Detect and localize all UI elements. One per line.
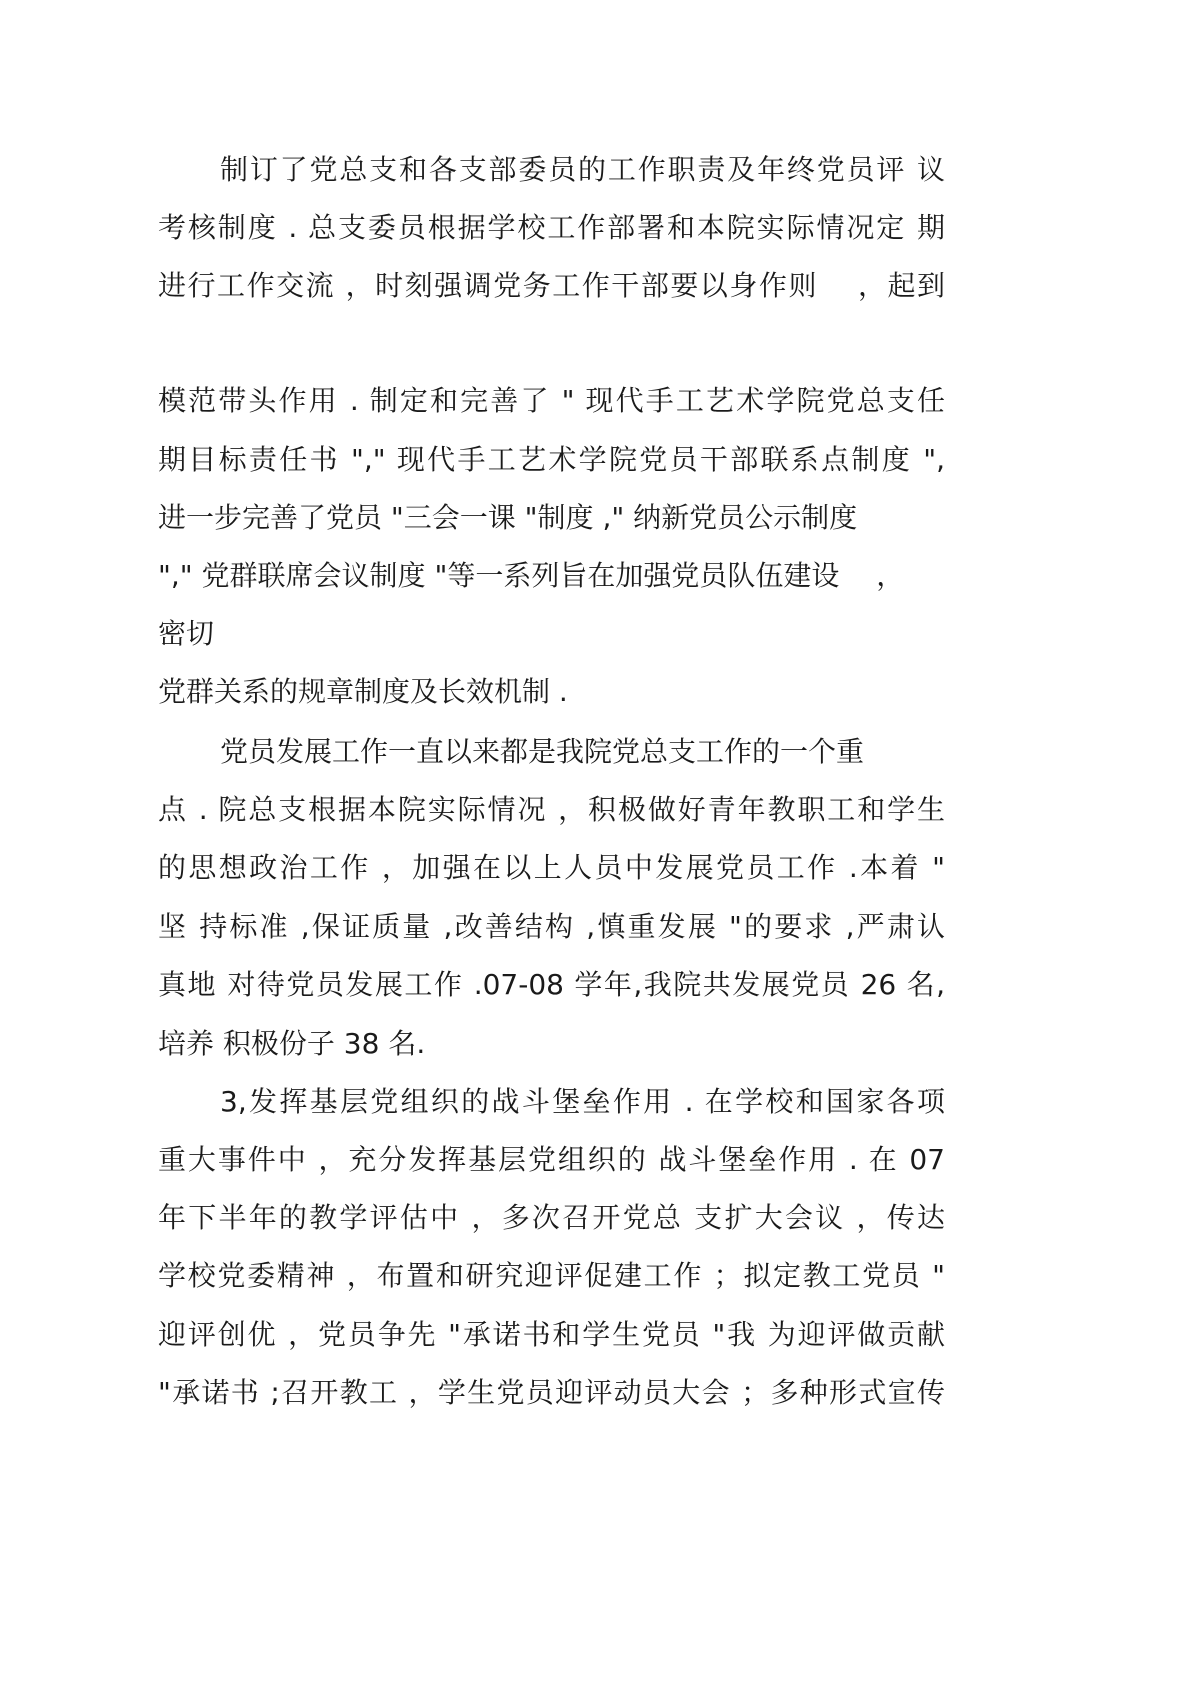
paragraph-line: 党群关系的规章制度及长效机制 . [158, 675, 568, 708]
paragraph-line: 3,发挥基层党组织的战斗堡垒作用 . 在学校和国家各项 [220, 1085, 945, 1118]
paragraph-line: 真地 对待党员发展工作 .07-08 学年,我院共发展党员 26 名, [158, 968, 945, 1001]
paragraph-line: "," 党群联席会议制度 "等一系列旨在加强党员队伍建设 ， [158, 559, 905, 592]
paragraph-line: 学校党委精神 ，布置和研究迎评促建工作 ；拟定教工党员 " [158, 1259, 945, 1292]
paragraph-line: 党员发展工作一直以来都是我院党总支工作的一个重 [220, 735, 865, 768]
paragraph-line: 点 . 院总支根据本院实际情况 ，积极做好青年教职工和学生 [158, 793, 945, 826]
paragraph-line: "承诺书 ;召开教工 ，学生党员迎评动员大会 ；多种形式宣传 [158, 1376, 945, 1409]
paragraph-line: 年下半年的教学评估中 ，多次召开党总 支扩大会议 ，传达 [158, 1201, 945, 1234]
paragraph-line: 培养 积极份子 38 名. [158, 1027, 426, 1060]
paragraph-line: 考核制度 . 总支委员根据学校工作部署和本院实际情况定 期 [158, 211, 945, 244]
paragraph-line: 坚 持标准 ,保证质量 ,改善结构 ,慎重发展 "的要求 ,严肃认 [158, 910, 945, 943]
paragraph-line: 进行工作交流 ，时刻强调党务工作干部要以身作则 ，起到 [158, 269, 945, 302]
paragraph-line: 期目标责任书 "," 现代手工艺术学院党员干部联系点制度 ", [158, 443, 945, 476]
paragraph-line: 迎评创优 ，党员争先 "承诺书和学生党员 "我 为迎评做贡献 [158, 1318, 945, 1351]
paragraph-line: 重大事件中 ，充分发挥基层党组织的 战斗堡垒作用 . 在 07 [158, 1143, 945, 1176]
paragraph-line: 制订了党总支和各支部委员的工作职责及年终党员评 议 [220, 153, 945, 186]
paragraph-line: 模范带头作用 . 制定和完善了 " 现代手工艺术学院党总支任 [158, 384, 945, 417]
paragraph-line: 进一步完善了党员 "三会一课 "制度 ," 纳新党员公示制度 [158, 501, 858, 534]
paragraph-line: 密切 [158, 617, 215, 650]
paragraph-line: 的思想政治工作 ，加强在以上人员中发展党员工作 .本着 " [158, 851, 945, 884]
